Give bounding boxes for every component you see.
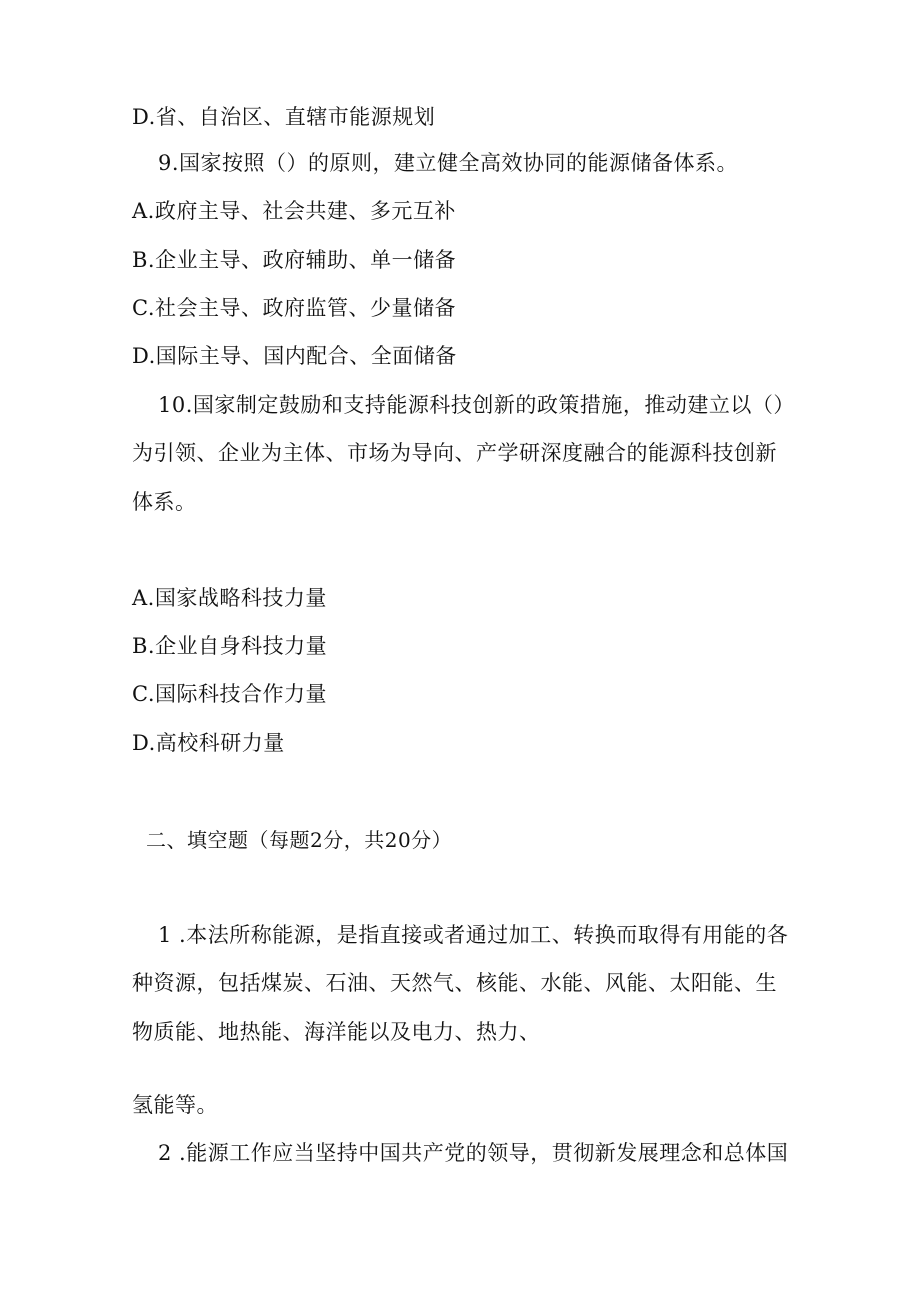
q8-option-d: D.省、自治区、直辖市能源规划	[132, 105, 436, 129]
q10-option-c: C.国际科技合作力量	[132, 682, 327, 706]
fill2-line-1: 2 .能源工作应当坚持中国共产党的领导，贯彻新发展理念和总体国	[158, 1141, 789, 1165]
q10-stem-line-3: 体系。	[132, 490, 197, 514]
fill1-line-4: 氢能等。	[132, 1093, 218, 1117]
q9-option-c: C.社会主导、政府监管、少量储备	[132, 296, 456, 320]
section-heading-fill-in: 二、填空题（每题2分，共20分）	[146, 828, 453, 852]
q9-option-b: B.企业主导、政府辅助、单一储备	[132, 248, 457, 272]
q9-option-a: A.政府主导、社会共建、多元互补	[132, 199, 456, 223]
q10-option-d: D.高校科研力量	[132, 731, 285, 755]
q10-stem-line-1: 10.国家制定鼓励和支持能源科技创新的政策措施，推动建立以（）	[158, 393, 795, 417]
q10-stem-line-2: 为引领、企业为主体、市场为导向、产学研深度融合的能源科技创新	[132, 441, 777, 465]
q9-option-d: D.国际主导、国内配合、全面储备	[132, 344, 457, 368]
q10-option-b: B.企业自身科技力量	[132, 634, 328, 658]
q10-option-a: A.国家战略科技力量	[132, 586, 327, 610]
q9-stem: 9.国家按照（）的原则，建立健全高效协同的能源储备体系。	[158, 151, 739, 175]
fill1-line-2: 种资源，包括煤炭、石油、天然气、核能、水能、风能、太阳能、生	[132, 971, 777, 995]
fill1-line-1: 1 .本法所称能源，是指直接或者通过加工、转换而取得有用能的各	[158, 923, 789, 947]
fill1-line-3: 物质能、地热能、海洋能以及电力、热力、	[132, 1020, 541, 1044]
